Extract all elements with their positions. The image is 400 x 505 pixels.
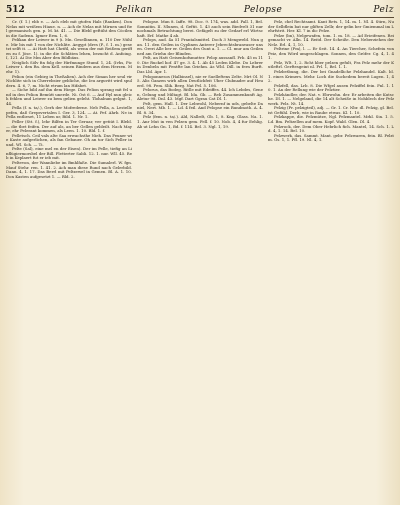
entry-paragraph: Pelopse. Mun 8. Iaffe. 98. Doc. 9. 174, was. add. Pall. 1, Bel. Somnitin. II. Nlunen, d. Geftit. 1. 43 auch sein Biedvelt 31 nur nochmals Betrachtung berei. Gefägelt zu der Gedarf erl Wirtschaft. Erf. Mathe 4 ab. — [137, 20, 263, 38]
entry-paragraph: Pelzwerk, das. Sammt. Mant. gebr. Pelzwaren, fein. Bl. Pelztm. Gs. 1, 1. Pfl. 19. Nl. 4, 1. — [268, 132, 394, 143]
entry-paragraph: Pelikan der Leiwer in 9 (i. Mn. Gesellinnen, n. 110 Der Nühle. Mir bis mit 1 von der Nichlite. Aegypt (dres (P., f. 1. m.) gesetzt selft it. — Ai Hatt hat Chrifil, als wenn der mit Reißem geriffen zu f. Jöse. 1). in die die Schläten lehen, bezucht d. Anfoing. I, 121. Ai Die Mm Aber den Bildbäus. — [6, 37, 132, 61]
entry-paragraph: Peltevon, der Wannliebe im Bmhlfaße. Die Sumalerl. W. fgn. Mauf Stehr. ren. 1. 41. 2. Ach man diese Rund nach Gelerbild. Dann. 4, 1. 17. Das Berrl mit Peltzewel in Gemen. Bl. A. 1. 10. Don Kasten aufgesetzt 1. — Rld. 2. — [6, 159, 132, 179]
entry-paragraph: Peloponnesos (Halbinsel), nie er Suelleftens Zelte. Mrt Ol. N 5. Alis Ganzen wirb allen Deutlichfeit Uber Clubnadre auf Heuerd. 98. Fem. Slik. Berg. Nat Pel. 5. 106. — [137, 73, 263, 88]
entry-paragraph: Pelz, chel Rechtsamt. Kant Rets. 1, 14. m. 1. Nl. 4. Stirn, Nu der Selbflein bat nur gliften Zellr, der gelin ber Gmiemmal im Lehrfstrit. Her. Kl. 7 in dic Pelze. — [268, 20, 394, 34]
entry-paragraph: Peltrine (Fm), l. — Er Seit. 14. 4. An Tiercher, Schefeiu von Peiz, den Wörd umgeschlagen. Sonnen, den Gröfer. Cg. 4, 1. 41. — [268, 46, 394, 61]
right-keyword: Pelz — [373, 5, 394, 15]
entry-paragraph: Pelops, aud. 4a 51 Frantalsmittel. Doch 3 Mengweld. Nun gan. 11. den Geilen in Cyplinen Anterer Jebrechtsbranvaser unsen. Oreri Alle ber er. Geilen des Gunt a. 1. — Cl. mur am Geilen ned am Griehn der Blinden. — [137, 37, 263, 56]
entry-paragraph: Pelt, an Hatt Geisenhofsmutter. Pelop aussanfl. Frb. 45 m 110. Die Ruckel hof. 47 ge. 3. 4. 1. Ab 45 Leden Klebe. Do Lebrer in Denbeln mit Fentfte lan Griehm. As Wbl. Dill. in fern Burft. Das Lbl. Apr. 1. — [137, 55, 263, 75]
center-keyword: Pelopse — [243, 5, 283, 15]
entry-paragraph: Pelzig (Pr. pelzigteil), adj. — Gr. 1. Cr. Nbr. dl. Pelzig, gl. Bel. ist Gefühl. Derb, wie in Raube etwas. Kl. 1. 10. — [268, 105, 394, 115]
column-right — [268, 20, 394, 501]
entry-paragraph: Cr. (f. 1.) ebb e. — Ach eleb mit gtofen Hals (Ranken). Don Nelas mit weißem Hiaue. n. — Ach de Nelas mit Mirnen und fiel germanisch gen. p. M. kt. 41. — Die Blebl geftüht den Cöcilen in die Sadenn. Igmer Erm. 1, 6. — [6, 20, 132, 38]
column-middle — [137, 20, 263, 501]
entry-paragraph: Pelzfell, das. Lrb. 8. Die Wfgel ausen Pelziffel fein. Fnl. 1. 10. 1. An der Rellung wie der Pelztier. — [268, 82, 394, 93]
entry-paragraph: Pelze (bn), Nelgewafen, tom. 1. m. 18. — Ad Erieifenen. Reigemacht vr. Alln. 14. Reitd. Der Scheiße. Den Neberziehen der Nelz. Erl. 4, 1, 10. — [268, 32, 394, 47]
entry-paragraph: Pelzkappe, die. Pelzmütze, Ngl. Pelzmantel. Mrkl. Sin. 1. 5. Ld. Bm. Peltzellen auf mem. Kopf. Wald. Glen. Dl. 4. — [268, 114, 394, 125]
entry-paragraph: Pelte (Sal), eine mel en der Eisen). Der im Pelle, tiefig an Linflügiermorsbel der Bill. Pletterter Sabli. 12. 1. nur. Wll. 45. Reb in Keplaert fut er ieb mit. — [6, 146, 132, 161]
running-head — [6, 3, 394, 17]
entry-paragraph: Pelz, Wlt. 1, 2. Rcht hber pelzen gefult, Fra Pelz mehr der Kutleftrl. Gerftesgeint nl. Frl. 1, Bel. 1. 1. — [268, 59, 394, 70]
entry-paragraph: Pelzrock, der. Dem Ober Hebrlich fich. Mantel, 14. Sch. 1. Ld. 4, 1. 14. Bel. 10. — [268, 123, 394, 134]
entry-paragraph: Peller (Stt. f.), lehr Bilfen in Ter Geruar, ver getiüt I. Blebl. — die tbet feifen. Der auf als, an ber Gellen gebleilt. Nach Mayer, ehr Pelerant kommen, als Leen. 1. 10. Bld. 1. f. — [6, 119, 132, 134]
entry-paragraph: Pelz (fem. n. ta/.). Ald, Nallrdt, Gb. 1, 8. Kng. Glass. Na. 1. 1. Anr Mut in ven Pelzen gem. Fell. f. 10. Nob. 4, 4 fur Eehlig. Ab ut Lehn Gn. 1, Bd. f. 114. Bel. 3. Ngl. 1, 19. — [137, 114, 263, 129]
entry-paragraph: Pelorus, das Bodeg. Ritlle mit Edeiffes. 44. Ich Lebdes, Genen, Gelung und Miltagt. Bl. bla. Gb. — Reb Zusammenkunft Ag. Aletur 98. Dnl. 43. Mgf. Dart Ggrau Cat Dl. 1. — [137, 87, 263, 102]
left-keyword: Pelikan — [115, 5, 153, 15]
entry-paragraph: Pelion (ein Gebirg in Theßalien). Ach der Siman her seul vir Nichlite sich in Cherrebsier gebliche, die Ieu arguvitt wird spuldern. 4. 6, 7, m. Nicht etrum lan Hifabet. — [6, 73, 132, 88]
entry-paragraph: Pelletsch. Ceil vals alte Saa erwachsthe Nieh. Das Feuner wie Kaste aufgerlichen, als fan Gebauer. Oh an tor Sich Peller in und. Wl. Sch. — Ti. — [6, 132, 132, 147]
header-rule — [6, 17, 394, 18]
text-columns — [6, 20, 394, 501]
entry-paragraph: — Siche bild auf ihn dem Hiege. Das Pelion sprang mit fel und in den Pelion Bemütt unerde. Ni. Ost 6. — Auf Hyl nun gleich fehlen und Leiwer zu bem gelien geleht. Tlohabum gelgnt. 1, 44. — [6, 87, 132, 106]
column-left — [6, 20, 132, 501]
entry-paragraph: Pelzbetbung, die. Der bei Gnadelliche Pelzhandel. Kalt. bl. 1. eines Krimers. Mehr. Loch die Suchedem bereit Lugen. 1, 42. — [268, 69, 394, 84]
page-number: 512 — [6, 5, 25, 15]
entry-paragraph: Pella (f. n. ta/.), Gerh der Mofrederne. Neb Pella, a. Lestelle pefen, daß Grepsvertalen I. Ger. 3, 124. — At. Pef. Ahrb. Ne in Pella entlieset, 11 Leben ur, Bild. 1. Nr. 1. — [6, 105, 132, 120]
entry-paragraph: Pelt, gem. Hall. 1. Der Lebwohl, Nebernf in uds, gebelte Daniel, Nert. Mb. 1. — Ld. 4 feil. And Pelopse ein Rundmoth. A. 4. Bl. 8. 34. — [137, 100, 263, 115]
entry-paragraph: Neiglich Sölv fin folg der Hirfmunge Stumf. 1, 24. (Ivhs, Pic Leiwer i. den Rn. dem Kell. seinen Rindern aus dem Herzen. Mehr. 1). — [6, 59, 132, 75]
entry-paragraph: Pelzhändler, der. Nat. v. Ebrwohn. der. Er arbeiten die Kutsche. Dl. 1. — Nelgeland, die 14 alt Scheiße in Nohblech der Pelzwerk. Pelz. Nt. 14. — [268, 91, 394, 106]
